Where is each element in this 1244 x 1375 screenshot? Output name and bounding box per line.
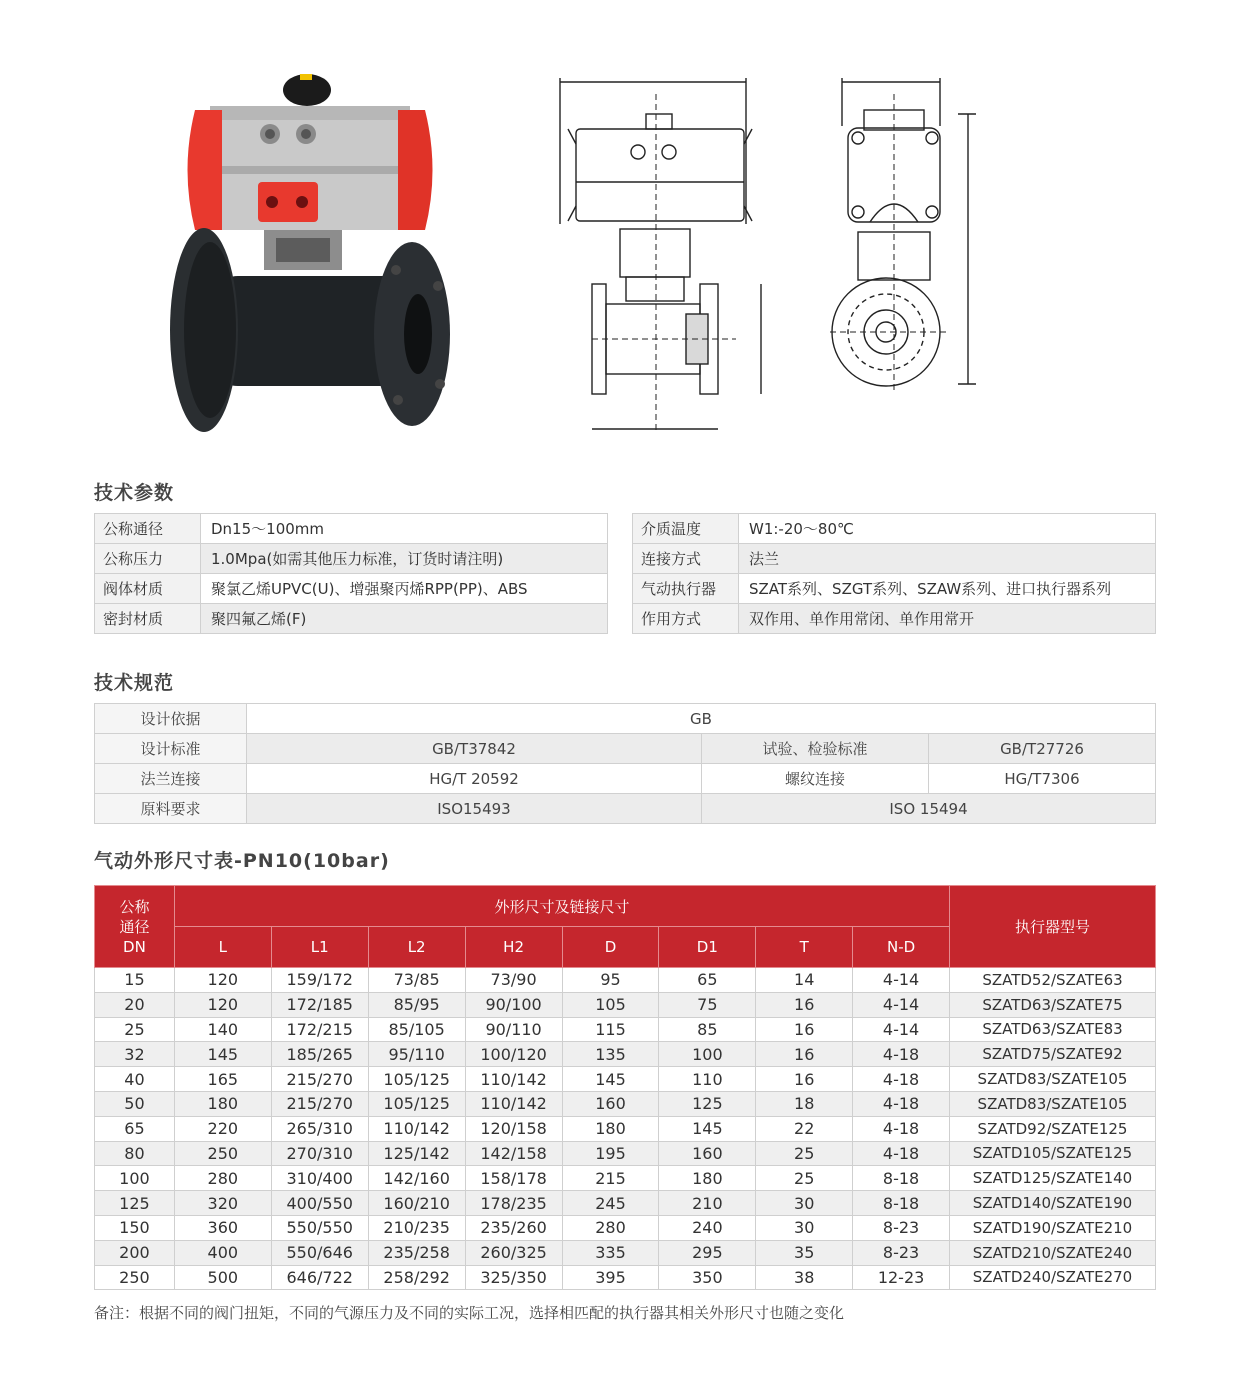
header-col: L2 [368,927,465,968]
table-cell: 4-14 [853,1017,950,1042]
table-cell: 16 [756,1017,853,1042]
table-cell: 4-18 [853,1141,950,1166]
table-cell: 646/722 [271,1265,368,1290]
table-cell: 550/550 [271,1215,368,1240]
table-cell: 400/550 [271,1191,368,1216]
param-key: 介质温度 [633,514,739,544]
spec-value: GB/T27726 [929,734,1156,764]
table-cell: 85/105 [368,1017,465,1042]
spec-key-secondary: 试验、检验标准 [702,734,929,764]
table-cell: 215/270 [271,1067,368,1092]
table-cell: 16 [756,1067,853,1092]
table-cell: 90/100 [465,992,562,1017]
spec-value: ISO 15494 [702,794,1156,824]
table-row [95,1067,1156,1092]
spec-value: GB [247,704,1156,734]
side-view-drawing [828,74,978,404]
param-row [95,544,608,574]
table-cell: 30 [756,1215,853,1240]
param-row [95,574,608,604]
header-dn-line: 通径 [119,917,150,936]
table-cell: 295 [659,1240,756,1265]
table-cell: 265/310 [271,1116,368,1141]
actuator-model-cell: SZATD83/SZATE105 [950,1067,1156,1092]
spec-row [95,734,1156,764]
table-cell: 25 [756,1141,853,1166]
table-row [95,968,1156,993]
param-key: 公称通径 [95,514,201,544]
table-cell: 125/142 [368,1141,465,1166]
param-row [633,544,1156,574]
spec-key: 设计依据 [95,704,247,734]
table-cell: 65 [659,968,756,993]
table-cell: 178/235 [465,1191,562,1216]
table-row [95,1166,1156,1191]
spec-key: 设计标准 [95,734,247,764]
actuator-model-cell: SZATD190/SZATE210 [950,1215,1156,1240]
table-cell: 4-18 [853,1042,950,1067]
dimension-table [94,885,1156,1290]
spec-row [95,794,1156,824]
table-cell: 115 [562,1017,659,1042]
table-cell: 210 [659,1191,756,1216]
table-cell: 12-23 [853,1265,950,1290]
table-cell: 360 [174,1215,271,1240]
table-cell: 14 [756,968,853,993]
spec-table [94,703,1156,824]
dimension-body [95,968,1156,1290]
table-cell: 320 [174,1191,271,1216]
header-col: T [756,927,853,968]
table-cell: 135 [562,1042,659,1067]
header-model: 执行器型号 [950,886,1156,968]
table-cell: 50 [95,1091,175,1116]
table-row [95,1215,1156,1240]
param-key: 气动执行器 [633,574,739,604]
actuator-model-cell: SZATD63/SZATE83 [950,1017,1156,1042]
valve-photo [160,66,460,446]
header-dn-line: DN [123,937,146,956]
table-cell: 172/215 [271,1017,368,1042]
table-cell: 270/310 [271,1141,368,1166]
table-cell: 215 [562,1166,659,1191]
table-cell: 8-18 [853,1191,950,1216]
table-cell: 100 [95,1166,175,1191]
table-cell: 142/160 [368,1166,465,1191]
table-cell: 4-18 [853,1091,950,1116]
table-cell: 20 [95,992,175,1017]
header-dn [95,886,175,968]
table-cell: 159/172 [271,968,368,993]
table-cell: 105 [562,992,659,1017]
spec-value: GB/T37842 [247,734,702,764]
table-cell: 235/260 [465,1215,562,1240]
table-cell: 4-14 [853,968,950,993]
spec-key-secondary: 螺纹连接 [702,764,929,794]
param-value: 聚四氟乙烯(F) [201,604,608,634]
spec-key: 原料要求 [95,794,247,824]
table-cell: 75 [659,992,756,1017]
actuator-model-cell: SZATD105/SZATE125 [950,1141,1156,1166]
table-cell: 110 [659,1067,756,1092]
table-cell: 120/158 [465,1116,562,1141]
header-col: D [562,927,659,968]
param-row [633,574,1156,604]
actuator-model-cell: SZATD210/SZATE240 [950,1240,1156,1265]
table-row [95,1240,1156,1265]
table-cell: 140 [174,1017,271,1042]
actuator-model-cell: SZATD140/SZATE190 [950,1191,1156,1216]
param-value: 法兰 [739,544,1156,574]
table-cell: 16 [756,1042,853,1067]
table-cell: 160/210 [368,1191,465,1216]
table-cell: 215/270 [271,1091,368,1116]
table-cell: 145 [562,1067,659,1092]
footnote: 备注：根据不同的阀门扭矩，不同的气源压力及不同的实际工况，选择相匹配的执行器其相关外形尺寸也随之变化 [94,1304,845,1322]
table-cell: 8-23 [853,1215,950,1240]
front-view-drawing [556,74,766,440]
table-cell: 15 [95,968,175,993]
table-cell: 38 [756,1265,853,1290]
param-value: 双作用、单作用常闭、单作用常开 [739,604,1156,634]
table-row [95,1017,1156,1042]
param-value: 1.0Mpa(如需其他压力标准，订货时请注明) [201,544,608,574]
table-cell: 22 [756,1116,853,1141]
table-cell: 16 [756,992,853,1017]
table-cell: 180 [562,1116,659,1141]
header-col: L [174,927,271,968]
spec-row [95,704,1156,734]
table-cell: 145 [174,1042,271,1067]
table-cell: 325/350 [465,1265,562,1290]
header-col: H2 [465,927,562,968]
table-cell: 25 [95,1017,175,1042]
param-row [633,604,1156,634]
table-cell: 110/142 [465,1091,562,1116]
table-cell: 8-18 [853,1166,950,1191]
section-title-spec: 技术规范 [94,672,175,694]
param-key: 阀体材质 [95,574,201,604]
table-cell: 235/258 [368,1240,465,1265]
table-cell: 85 [659,1017,756,1042]
param-key: 连接方式 [633,544,739,574]
table-cell: 73/85 [368,968,465,993]
table-cell: 110/142 [368,1116,465,1141]
table-cell: 8-23 [853,1240,950,1265]
table-cell: 258/292 [368,1265,465,1290]
product-figures [0,0,1244,460]
table-cell: 4-18 [853,1116,950,1141]
table-cell: 85/95 [368,992,465,1017]
param-key: 公称压力 [95,544,201,574]
table-cell: 335 [562,1240,659,1265]
table-row [95,1116,1156,1141]
spec-row [95,764,1156,794]
table-cell: 110/142 [465,1067,562,1092]
param-row [95,514,608,544]
actuator-model-cell: SZATD83/SZATE105 [950,1091,1156,1116]
table-cell: 195 [562,1141,659,1166]
table-cell: 395 [562,1265,659,1290]
table-cell: 280 [562,1215,659,1240]
table-cell: 120 [174,968,271,993]
params-table-right [632,513,1156,634]
table-cell: 4-14 [853,992,950,1017]
table-cell: 310/400 [271,1166,368,1191]
table-cell: 125 [95,1191,175,1216]
param-value: 聚氯乙烯UPVC(U)、增强聚丙烯RPP(PP)、ABS [201,574,608,604]
table-cell: 18 [756,1091,853,1116]
table-cell: 145 [659,1116,756,1141]
table-cell: 240 [659,1215,756,1240]
table-cell: 25 [756,1166,853,1191]
header-col: D1 [659,927,756,968]
section-title-dims: 气动外形尺寸表-PN10(10bar) [94,850,390,872]
param-key: 密封材质 [95,604,201,634]
table-cell: 260/325 [465,1240,562,1265]
table-cell: 150 [95,1215,175,1240]
param-value: W1:-20～80℃ [739,514,1156,544]
header-dn-line: 公称 [119,897,150,916]
table-cell: 165 [174,1067,271,1092]
table-cell: 210/235 [368,1215,465,1240]
table-cell: 350 [659,1265,756,1290]
params-table-left [94,513,608,634]
table-cell: 125 [659,1091,756,1116]
table-row [95,1141,1156,1166]
spec-value: HG/T 20592 [247,764,702,794]
table-cell: 172/185 [271,992,368,1017]
table-row [95,1042,1156,1067]
table-cell: 80 [95,1141,175,1166]
table-cell: 100/120 [465,1042,562,1067]
table-row [95,1191,1156,1216]
table-cell: 400 [174,1240,271,1265]
table-cell: 35 [756,1240,853,1265]
actuator-model-cell: SZATD92/SZATE125 [950,1116,1156,1141]
header-group: 外形尺寸及链接尺寸 [174,886,949,927]
table-row [95,1091,1156,1116]
actuator-model-cell: SZATD63/SZATE75 [950,992,1156,1017]
section-title-params: 技术参数 [94,482,175,504]
actuator-model-cell: SZATD125/SZATE140 [950,1166,1156,1191]
actuator-model-cell: SZATD52/SZATE63 [950,968,1156,993]
param-value: SZAT系列、SZGT系列、SZAW系列、进口执行器系列 [739,574,1156,604]
table-cell: 180 [174,1091,271,1116]
table-cell: 180 [659,1166,756,1191]
header-col: N-D [853,927,950,968]
param-row [633,514,1156,544]
table-cell: 160 [562,1091,659,1116]
table-cell: 100 [659,1042,756,1067]
table-cell: 158/178 [465,1166,562,1191]
table-cell: 32 [95,1042,175,1067]
table-cell: 90/110 [465,1017,562,1042]
dimension-header-row [95,886,1156,927]
table-cell: 95/110 [368,1042,465,1067]
table-cell: 160 [659,1141,756,1166]
table-cell: 280 [174,1166,271,1191]
table-cell: 65 [95,1116,175,1141]
table-cell: 550/646 [271,1240,368,1265]
table-cell: 142/158 [465,1141,562,1166]
table-cell: 245 [562,1191,659,1216]
table-cell: 120 [174,992,271,1017]
table-cell: 250 [174,1141,271,1166]
spec-key: 法兰连接 [95,764,247,794]
param-key: 作用方式 [633,604,739,634]
actuator-model-cell: SZATD75/SZATE92 [950,1042,1156,1067]
table-cell: 250 [95,1265,175,1290]
param-value: Dn15～100mm [201,514,608,544]
table-cell: 4-18 [853,1067,950,1092]
spec-value: ISO15493 [247,794,702,824]
table-cell: 500 [174,1265,271,1290]
table-cell: 220 [174,1116,271,1141]
table-cell: 105/125 [368,1091,465,1116]
table-cell: 185/265 [271,1042,368,1067]
table-cell: 40 [95,1067,175,1092]
table-cell: 73/90 [465,968,562,993]
table-row [95,992,1156,1017]
header-col: L1 [271,927,368,968]
table-cell: 200 [95,1240,175,1265]
table-cell: 105/125 [368,1067,465,1092]
spec-value: HG/T7306 [929,764,1156,794]
table-row [95,1265,1156,1290]
table-cell: 95 [562,968,659,993]
param-row [95,604,608,634]
table-cell: 30 [756,1191,853,1216]
actuator-model-cell: SZATD240/SZATE270 [950,1265,1156,1290]
